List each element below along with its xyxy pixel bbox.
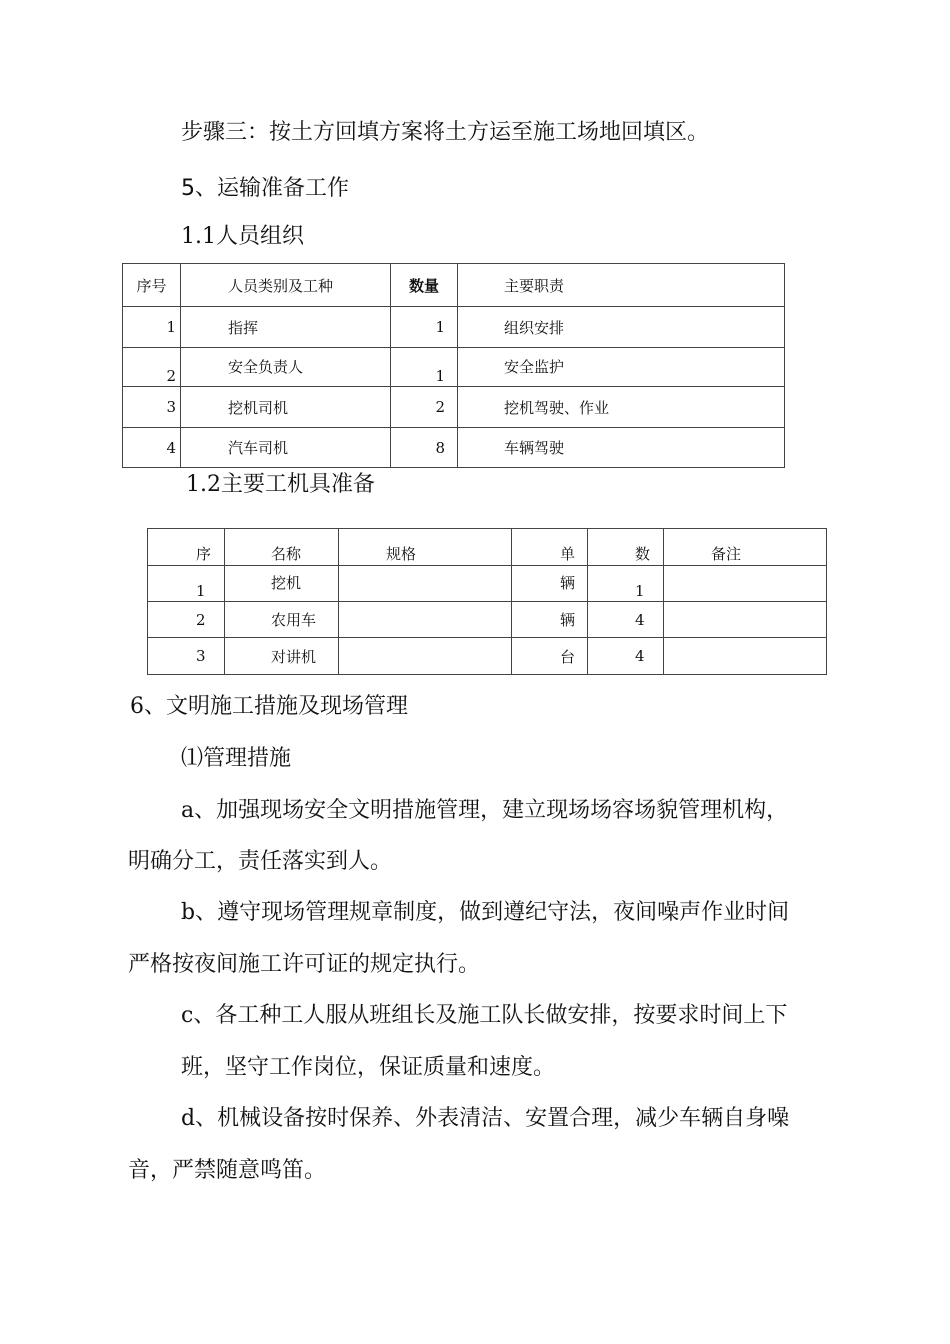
personnel-table — [122, 263, 785, 468]
paragraph-d-line2: 音，严禁随意鸣笛。 — [128, 1158, 327, 1183]
equipment-table — [147, 528, 827, 675]
table-cell: 2 — [148, 602, 225, 638]
header-cell: 单 — [512, 529, 588, 566]
paragraph-c-line1: c、各工种工人服从班组长及施工队长做安排，按要求时间上下 — [181, 1003, 788, 1028]
table-cell: 1 — [123, 307, 181, 348]
table-header-row — [123, 264, 785, 307]
table-row — [123, 348, 785, 387]
table-row — [123, 428, 785, 468]
header-cell — [391, 264, 458, 307]
table-cell: 1 — [588, 566, 664, 602]
table-cell: 农用车 — [225, 602, 339, 638]
section-6-heading: 6、文明施工措施及现场管理 — [130, 694, 408, 719]
table-cell: 1 — [148, 566, 225, 602]
section-5-heading: 5、运输准备工作 — [181, 176, 349, 201]
table-cell: 3 — [123, 387, 181, 428]
step3-paragraph: 步骤三：按土方回填方案将土方运至施工场地回填区。 — [181, 120, 710, 145]
header-cell: 人员类别及工种 — [181, 264, 391, 307]
table-row — [148, 566, 827, 602]
table-cell — [339, 566, 512, 602]
table-cell: 4 — [588, 602, 664, 638]
table-cell: 车辆驾驶 — [458, 428, 785, 468]
paragraph-a-line2: 明确分工，责任落实到人。 — [128, 849, 393, 874]
table-cell: 安全负责人 — [181, 348, 391, 387]
table-row — [123, 307, 785, 348]
table-cell: 对讲机 — [225, 638, 339, 675]
table-cell — [339, 638, 512, 675]
table-cell: 3 — [148, 638, 225, 675]
table-cell: 挖机司机 — [181, 387, 391, 428]
header-cell: 规格 — [339, 529, 512, 566]
paragraph-b-line1: b、遵守现场管理规章制度，做到遵纪守法，夜间噪声作业时间 — [181, 900, 790, 925]
table-cell — [339, 602, 512, 638]
table-cell: 挖机 — [225, 566, 339, 602]
management-measures-heading: ⑴管理措施 — [181, 746, 292, 771]
subsection-1-1-heading: 1.1人员组织 — [181, 224, 304, 249]
table-cell: 指挥 — [181, 307, 391, 348]
subsection-1-2-heading: 1.2主要工机具准备 — [186, 472, 375, 497]
table-cell: 1 — [391, 348, 458, 387]
table-row — [148, 602, 827, 638]
header-cell: 备注 — [664, 529, 827, 566]
header-cell: 名称 — [225, 529, 339, 566]
paragraph-d-line1: d、机械设备按时保养、外表清洁、安置合理，减少车辆自身噪 — [181, 1106, 790, 1131]
table-cell: 汽车司机 — [181, 428, 391, 468]
table-cell: 8 — [391, 428, 458, 468]
table-cell — [664, 602, 827, 638]
table-cell: 组织安排 — [458, 307, 785, 348]
paragraph-b-line2: 严格按夜间施工许可证的规定执行。 — [128, 952, 481, 977]
table-cell: 2 — [123, 348, 181, 387]
table-cell: 辆 — [512, 602, 588, 638]
header-cell: 数 — [588, 529, 664, 566]
table-cell: 2 — [391, 387, 458, 428]
table-cell — [664, 638, 827, 675]
header-quantity-label: 数量 — [408, 276, 439, 295]
table-cell: 台 — [512, 638, 588, 675]
paragraph-c-line2: 班，坚守工作岗位，保证质量和速度。 — [181, 1055, 556, 1080]
table-cell: 4 — [123, 428, 181, 468]
table-cell: 辆 — [512, 566, 588, 602]
table-row — [123, 387, 785, 428]
header-cell: 序 — [148, 529, 225, 566]
paragraph-a-line1: a、加强现场安全文明措施管理，建立现场场容场貌管理机构， — [181, 798, 789, 823]
table-header-row — [148, 529, 827, 566]
table-cell: 安全监护 — [458, 348, 785, 387]
header-cell: 主要职责 — [458, 264, 785, 307]
table-cell: 挖机驾驶、作业 — [458, 387, 785, 428]
table-cell: 4 — [588, 638, 664, 675]
table-cell: 1 — [391, 307, 458, 348]
table-cell — [664, 566, 827, 602]
table-row — [148, 638, 827, 675]
header-cell: 序号 — [123, 264, 181, 307]
